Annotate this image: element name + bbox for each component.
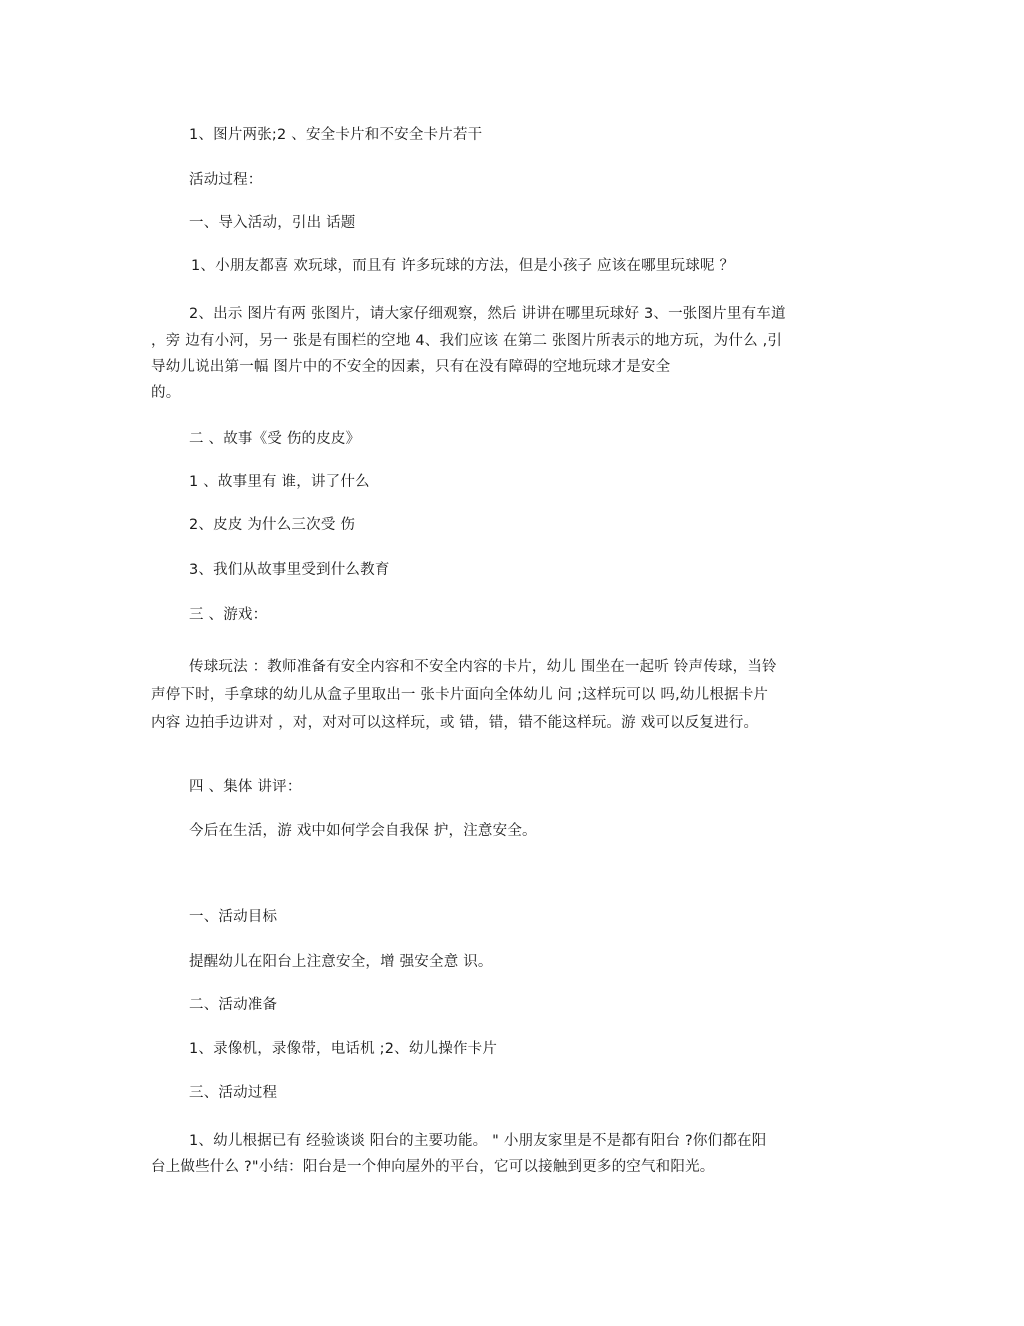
prep-text: 1、录像机，录像带，电话机 ;2、幼儿操作卡片 — [189, 1041, 498, 1057]
step3-heading: 三 、游戏： — [189, 607, 268, 623]
goal-heading: 一、活动目标 — [189, 909, 278, 925]
process2-line2: 台上做些什么 ?"小结：阳台是一个伸向屋外的平台，它可以接触到更多的空气和阳光。 — [151, 1159, 715, 1175]
step1-item1: 1、小朋友都喜 欢玩球，而且有 许多玩球的方法，但是小孩子 应该在哪里玩球呢 ？ — [191, 258, 735, 274]
step2-item2: 2、皮皮 为什么三次受 伤 — [189, 517, 356, 533]
step3-para-line1: 传球玩法 ：教师准备有安全内容和不安全内容的卡片，幼儿 围坐在一起听 铃声传球，当铃 — [189, 659, 777, 675]
step1-item2-line2: ，旁 边有小河，另一 张是有围栏的空地 4、我们应该 在第二 张图片所表示的地方玩，为什么 ,引 — [151, 333, 783, 349]
step3-para-line3: 内容 边拍手边讲对 ，对，对对可以这样玩，或 错，错，错不能这样玩。游 戏可以反复进行。 — [151, 715, 759, 731]
step4-heading: 四 、集体 讲评： — [189, 779, 302, 795]
step1-item2-line3: 导幼儿说出第一幅 图片中的不安全的因素，只有在没有障碍的空地玩球才是安全 — [151, 359, 671, 375]
step4-para: 今后在生活，游 戏中如何学会自我保 护，注意安全。 — [189, 823, 537, 839]
step1-item2-line1: 2、出示 图片有两 张图片，请大家仔细观察，然后 讲讲在哪里玩球好 3、一张图片里有车道 — [189, 306, 786, 322]
step2-item3: 3、我们从故事里受到什么教育 — [189, 562, 390, 578]
materials-text: 1、图片两张;2 、安全卡片和不安全卡片若干 — [189, 127, 483, 143]
step2-heading: 二 、故事《受 伤的皮皮》 — [189, 431, 361, 447]
step1-heading: 一、导入活动，引出 话题 — [189, 215, 356, 231]
prep-heading: 二、活动准备 — [189, 997, 278, 1013]
goal-text: 提醒幼儿在阳台上注意安全，增 强安全意 识。 — [189, 954, 493, 970]
step3-para-line2: 声停下时，手拿球的幼儿从盒子里取出一 张卡片面向全体幼儿 问 ;这样玩可以 吗,幼儿根据卡片 — [151, 687, 769, 703]
process2-heading: 三、活动过程 — [189, 1085, 278, 1101]
step1-item2-line4: 的。 — [151, 385, 181, 401]
process2-line1: 1、幼儿根据已有 经验谈谈 阳台的主要功能。 " 小朋友家里是不是都有阳台 ?你们都在阳 — [189, 1133, 767, 1149]
process-heading: 活动过程： — [189, 172, 263, 188]
step2-item1: 1 、故事里有 谁，讲了什么 — [189, 474, 370, 490]
